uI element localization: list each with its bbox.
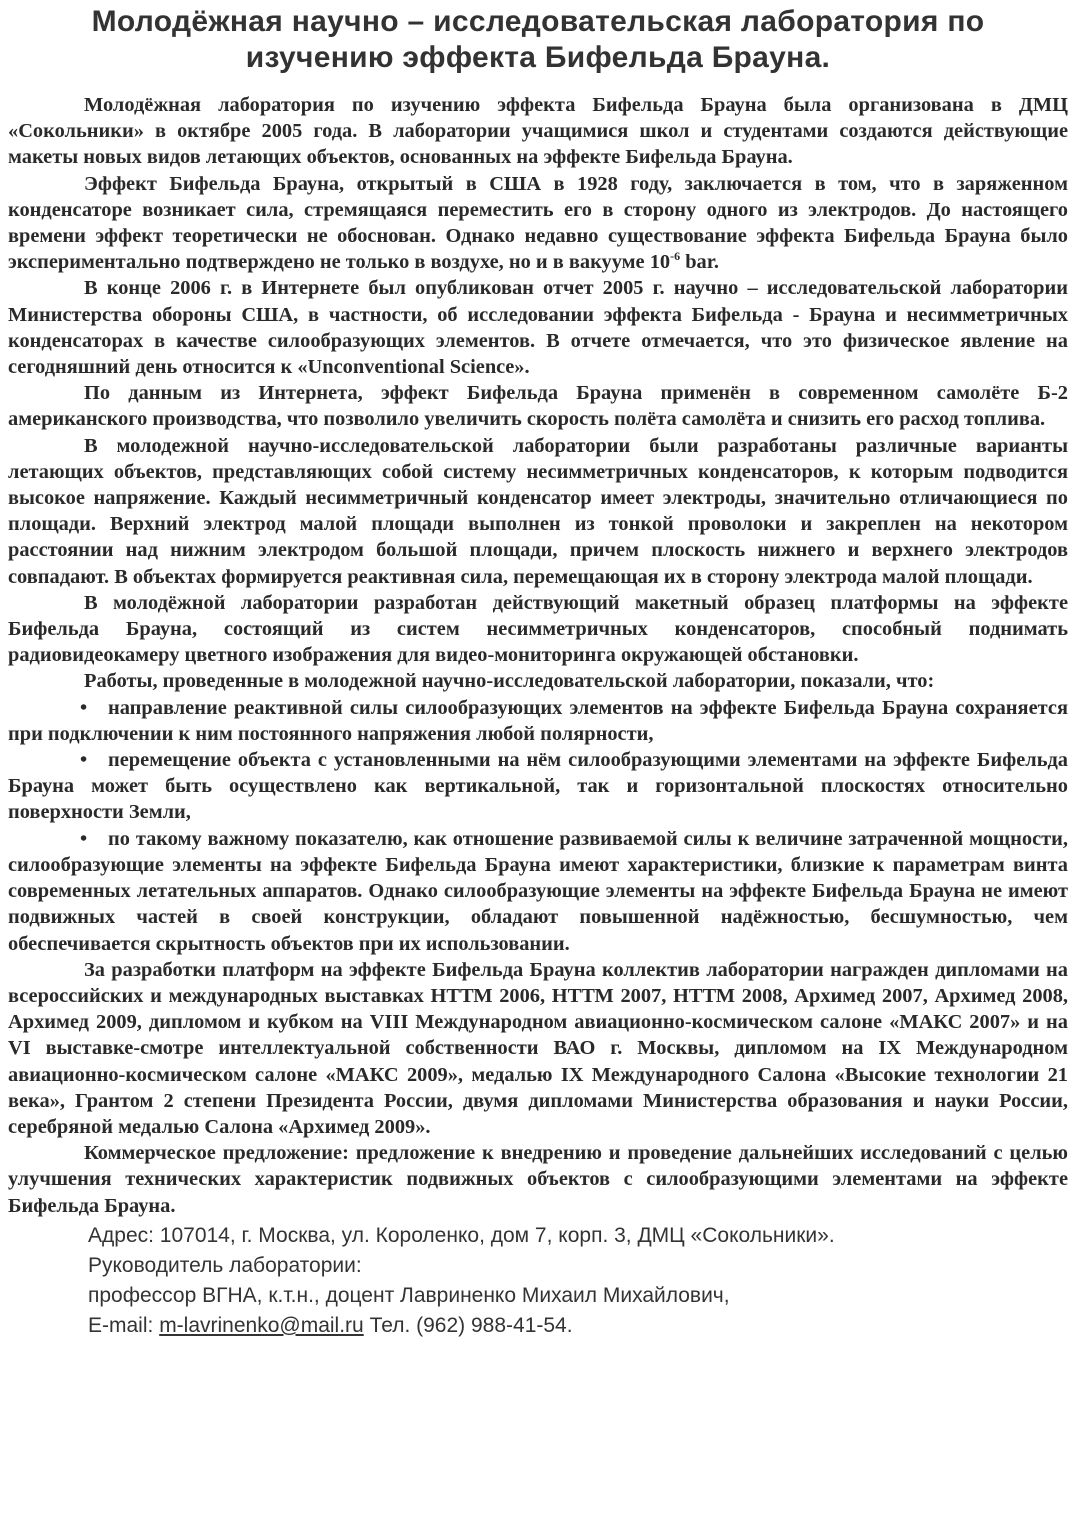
title-line-2: изучению эффекта Бифельда Брауна. bbox=[245, 41, 831, 74]
contact-block bbox=[8, 1221, 1068, 1341]
paragraph-objects: В молодежной научно-исследовательской лаборатории были разработаны различные варианты летающих объектов, представляющих собой систему несимметричных конденсаторов, к которым подводится высокое напряжение. Каждый несимметричный конденсатор имеет электроды, значительно отличающиеся по площади. Верхний электрод малой площади выполнен из тонкой проволоки и закреплен на некотором расстоянии над нижним электродом большой площади, причем плоскость нижнего и верхнего электродов совпадают. В объектах формируется реактивная сила, перемещающая их в сторону электрода малой площади. bbox=[8, 434, 1068, 588]
vacuum-exponent: -6 bbox=[670, 249, 681, 264]
email-line bbox=[88, 1311, 1068, 1341]
bullet-icon: • bbox=[80, 827, 88, 850]
paragraph-report: В конце 2006 г. в Интернете был опубликован отчет 2005 г. научно – исследовательской лаборатории Министерства обороны США, в частности, об исследовании эффекта Бифельда - Брауна и несимметричных конденсаторах в качестве силообразующих элементов. В отчете отмечается, что это физическое явление на сегодняшний день относится к «Unconventional Science». bbox=[8, 277, 1068, 379]
email-link[interactable]: m-lavrinenko@mail.ru bbox=[159, 1313, 364, 1337]
paragraph-awards: За разработки платформ на эффекте Бифельда Брауна коллектив лаборатории награжден дипломами на всероссийских и международных выставках НТТМ 2006, НТТМ 2007, НТТМ 2008, Архимед 2007, Архимед 2008, Архимед 2009, дипломом и кубком на VIII Международном авиационно-космическом салоне «МАКС 2007» и на VI выставке-смотре интеллектуальной собственности ВАО г. Москвы, дипломом на IX Международном авиационно-космическом салоне «МАКС 2009», медалью IX Международного Салона «Высокие технологии 21 века», Грантом 2 степени Президента России, двумя дипломами Министерства образования и науки России, серебряной медалью Салона «Архимед 2009». bbox=[8, 958, 1068, 1138]
head-name: профессор ВГНА, к.т.н., доцент Лавриненко Михаил Михайлович, bbox=[88, 1283, 730, 1307]
phone: Тел. (962) 988-41-54. bbox=[369, 1313, 573, 1337]
head-label: Руководитель лаборатории: bbox=[88, 1253, 362, 1277]
document-title bbox=[8, 4, 1068, 76]
paragraph-offer: Коммерческое предложение: предложение к внедрению и проведение дальнейших исследований с целью улучшения технических характеристик подвижных объектов с силообразующими элементами на эффекте Бифельда Брауна. bbox=[8, 1142, 1068, 1217]
list-item bbox=[8, 695, 1068, 747]
paragraph-effect bbox=[8, 171, 1068, 276]
bullet-text: перемещение объекта с установленными на нём силообразующими элементами на эффекте Бифельда Брауна может быть осуществлено как вертикальной, так и горизонтальной плоскостях относительно поверхности Земли, bbox=[8, 749, 1068, 824]
list-item bbox=[8, 826, 1068, 957]
vacuum-unit: bar. bbox=[680, 251, 720, 274]
paragraph-b2: По данным из Интернета, эффект Бифельда Брауна применён в современном самолёте Б-2 американского производства, что позволило увеличить скорость полёта самолёта и снизить его расход топлива. bbox=[8, 382, 1068, 431]
address: Адрес: 107014, г. Москва, ул. Короленко, дом 7, корп. 3, ДМЦ «Сокольники». bbox=[88, 1223, 835, 1247]
list-item bbox=[8, 747, 1068, 826]
paragraph-platform: В молодёжной лаборатории разработан действующий макетный образец платформы на эффекте Бифельда Брауна, состоящий из систем несимметричных конденсаторов, способный поднимать радиовидеокамеру цветного изображения для видео-мониторинга окружающей обстановки. bbox=[8, 591, 1068, 667]
bullet-icon: • bbox=[80, 749, 88, 772]
bullet-icon: • bbox=[80, 696, 88, 719]
paragraph-effect-text: Эффект Бифельда Брауна, открытый в США в 1928 году, заключается в том, что в заряженном конденсаторе возникает сила, стремящаяся переместить его в сторону одного из электродов. До настоящего времени эффект теоретически не обоснован. Однако недавно существование эффекта Бифельда Брауна было экспериментально подтверждено не только в воздухе, но и в вакууме 10 bbox=[8, 172, 1068, 274]
bullet-text: по такому важному показателю, как отношение развиваемой силы к величине затраченной мощности, силообразующие элементы на эффекте Бифельда Брауна имеют характеристики, близкие к параметрам винта современных летательных аппаратов. Однако силообразующие элементы на эффекте Бифельда Брауна не имеют подвижных частей в своей конструкции, обладают повышенной надёжностью, бесшумностью, чем обеспечивается скрытность объектов при их использовании. bbox=[8, 827, 1068, 955]
paragraph-intro: Молодёжная лаборатория по изучению эффекта Бифельда Брауна была организована в ДМЦ «Сокольники» в октябре 2005 года. В лаборатории учащимися школ и студентами создаются действующие макеты новых видов летающих объектов, основанных на эффекте Бифельда Брауна. bbox=[8, 94, 1068, 169]
title-line-1: Молодёжная научно – исследовательская лаборатория по bbox=[91, 5, 985, 38]
email-label: E-mail: bbox=[88, 1313, 154, 1337]
bullet-text: направление реактивной силы силообразующих элементов на эффекте Бифельда Брауна сохраняется при подключении к ним постоянного напряжения любой полярности, bbox=[8, 696, 1068, 745]
document-page bbox=[8, 0, 1068, 1513]
paragraph-results-intro: Работы, проведенные в молодежной научно-исследовательской лаборатории, показали, что: bbox=[84, 670, 935, 693]
document-body bbox=[8, 92, 1068, 1219]
